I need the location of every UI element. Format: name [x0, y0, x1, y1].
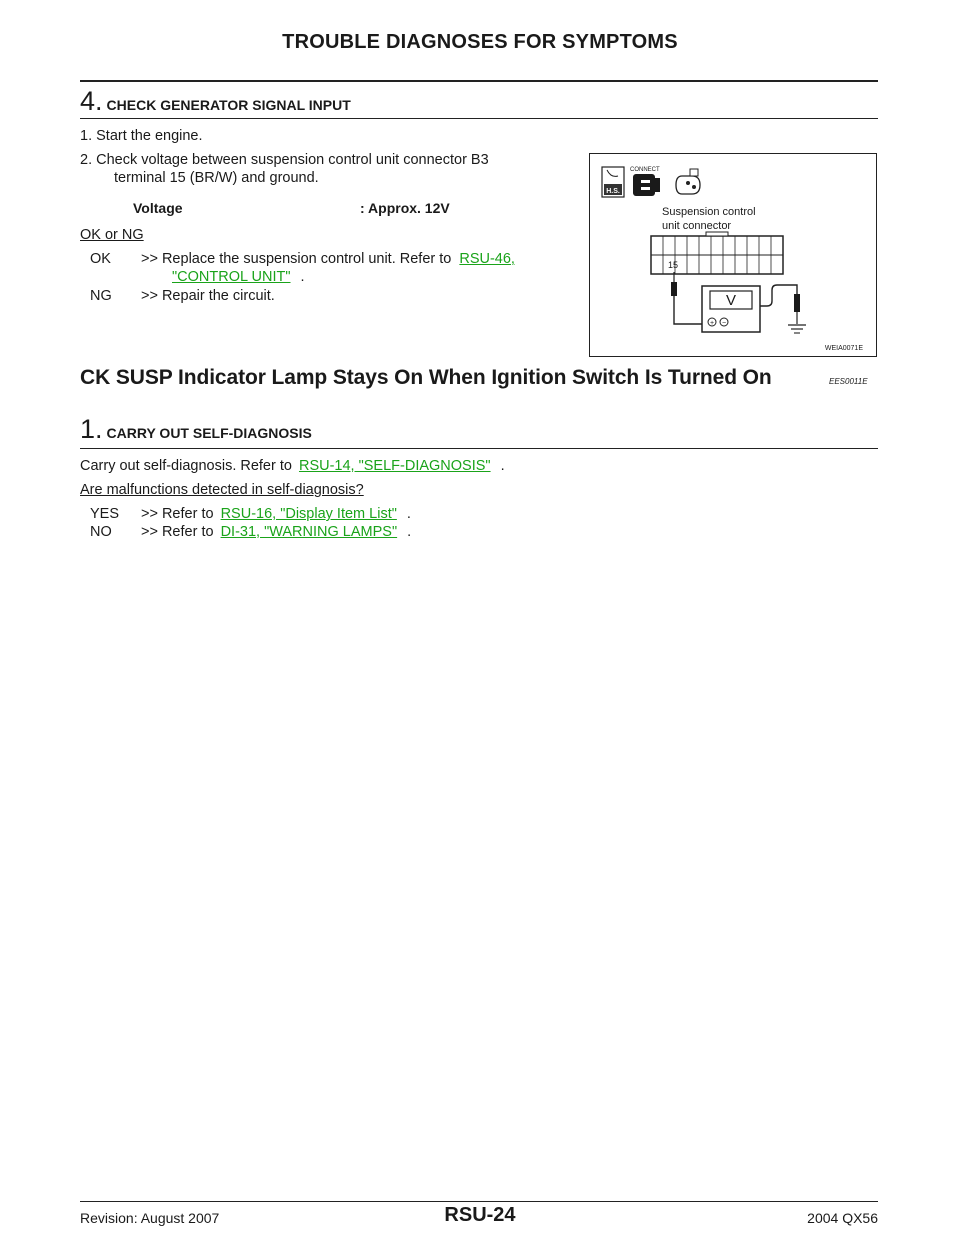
ng-key: NG	[90, 288, 112, 304]
section-code: EES0011E	[829, 377, 868, 386]
footer-rule	[80, 1201, 878, 1202]
display-item-list-link[interactable]: RSU-16, "Display Item List"	[220, 506, 397, 522]
yes-key: YES	[90, 506, 120, 522]
step-4-item: 1. Start the engine.	[80, 128, 203, 144]
no-instruction: >> Refer to	[141, 524, 214, 540]
ok-key: OK	[90, 251, 111, 267]
diagram-svg	[590, 154, 876, 356]
ng-text: >> Repair the circuit.	[141, 288, 275, 304]
page-title: TROUBLE DIAGNOSES FOR SYMPTOMS	[282, 31, 678, 53]
section-title: CK SUSP Indicator Lamp Stays On When Ignition Switch Is Turned On	[80, 366, 772, 389]
connect-icon	[630, 167, 700, 196]
page-number: RSU-24	[444, 1204, 516, 1226]
model-year: 2004 QX56	[807, 1210, 878, 1226]
no-key: NO	[90, 524, 112, 540]
figure-code: WEIA0071E	[824, 345, 863, 352]
terminal-15-label: 15	[668, 260, 679, 270]
spec-label: Voltage	[133, 200, 183, 216]
rsu-46-link[interactable]: RSU-46,	[459, 251, 515, 267]
unit-connector	[651, 232, 783, 274]
voltmeter	[702, 286, 760, 332]
warning-lamps-link[interactable]: DI-31, "WARNING LAMPS"	[220, 524, 398, 540]
caption-line-2: unit connector	[662, 220, 732, 232]
step-number: 1.	[80, 414, 103, 444]
meter-v-label: V	[725, 292, 737, 309]
period: .	[407, 524, 412, 540]
hs-label: H.S.	[606, 188, 620, 195]
connector-diagram	[589, 153, 877, 357]
spec-value: : Approx. 12V	[360, 200, 450, 216]
question: Are malfunctions detected in self-diagnosis?	[80, 482, 364, 498]
probe-terminal	[671, 272, 702, 324]
step-number: 4.	[80, 86, 103, 116]
yes-instruction: >> Refer to	[141, 506, 214, 522]
caption-line-1: Suspension control	[662, 206, 756, 218]
step-title: CHECK GENERATOR SIGNAL INPUT	[106, 97, 351, 113]
no-text	[141, 523, 411, 542]
self-diag-instruction: Carry out self-diagnosis. Refer to	[80, 458, 292, 474]
connect-label: CONNECT	[630, 167, 660, 173]
ground-symbol	[788, 325, 806, 333]
step-1-rule	[80, 448, 878, 449]
step-4-heading	[80, 86, 351, 117]
yes-text	[141, 505, 411, 524]
period: .	[500, 458, 505, 474]
ok-text	[141, 250, 581, 269]
step-4-item: 2. Check voltage between suspension control unit connector B3	[80, 152, 489, 168]
plus-label: +	[709, 320, 715, 327]
ok-or-ng: OK or NG	[80, 227, 144, 243]
header-rule	[80, 80, 878, 82]
step-4-rule	[80, 118, 878, 119]
minus-label: −	[721, 320, 727, 327]
hs-icon	[602, 167, 624, 197]
step-1-text	[80, 457, 505, 476]
ok-text-cont	[172, 268, 305, 287]
step-1-heading	[80, 414, 312, 445]
step-title: CARRY OUT SELF-DIAGNOSIS	[106, 425, 312, 441]
ok-instruction: >> Replace the suspension control unit. Refer to	[141, 251, 452, 267]
control-unit-link[interactable]: "CONTROL UNIT"	[172, 269, 291, 285]
step-4-item: terminal 15 (BR/W) and ground.	[114, 170, 319, 186]
period: .	[300, 269, 305, 285]
self-diagnosis-link[interactable]: RSU-14, "SELF-DIAGNOSIS"	[298, 458, 491, 474]
period: .	[406, 506, 411, 522]
probe-ground	[760, 285, 800, 324]
revision-date: Revision: August 2007	[80, 1210, 220, 1226]
